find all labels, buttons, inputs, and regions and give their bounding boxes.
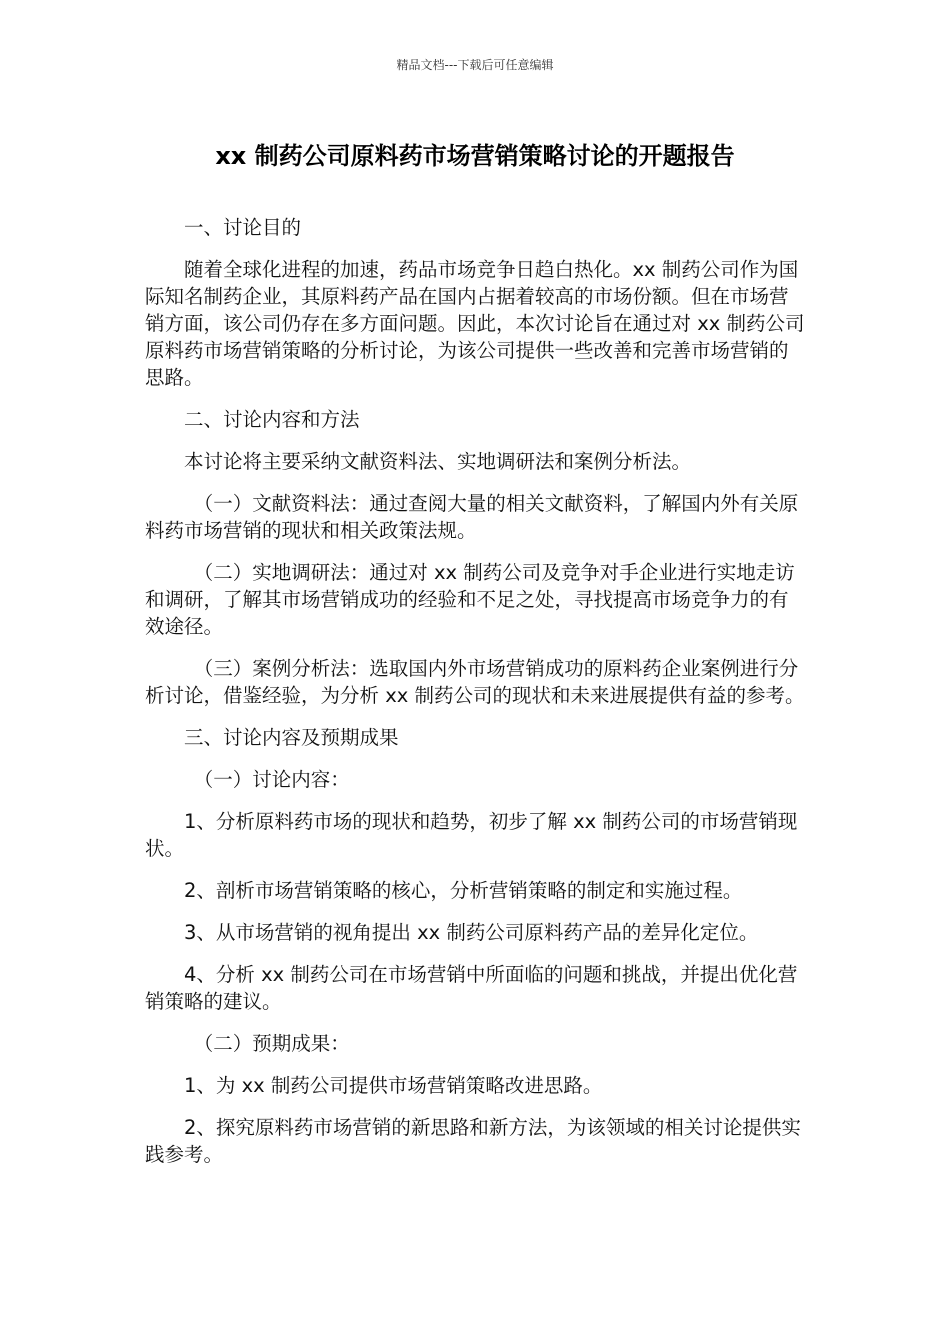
list-item-content-4: 4、分析 xx 制药公司在市场营销中所面临的问题和挑战，并提出优化营销策略的建议。	[145, 963, 798, 1013]
subheading-expected-results: （二）预期成果：	[193, 1032, 350, 1055]
page-header: 精品文档---下载后可任意编辑	[396, 58, 554, 72]
list-item-result-1: 1、为 xx 制药公司提供市场营销策略改进思路。	[184, 1074, 603, 1097]
section-heading-content-results: 三、讨论内容及预期成果	[184, 726, 399, 749]
section-heading-purpose: 一、讨论目的	[184, 216, 302, 239]
list-item-content-2: 2、剖析市场营销策略的核心，分析营销策略的制定和实施过程。	[184, 879, 743, 902]
document-title: xx 制药公司原料药市场营销策略讨论的开题报告	[215, 142, 735, 170]
list-item-content-3: 3、从市场营销的视角提出 xx 制药公司原料药产品的差异化定位。	[184, 921, 759, 944]
section-heading-content-method: 二、讨论内容和方法	[184, 408, 360, 431]
list-item-content-1: 1、分析原料药市场的现状和趋势，初步了解 xx 制药公司的市场营销现状。	[145, 810, 798, 860]
paragraph-method-field-research: （二）实地调研法：通过对 xx 制药公司及竞争对手企业进行实地走访和调研，了解其市场营销成功的经验和不足之处，寻找提高市场竞争力的有效途径。	[145, 561, 795, 638]
subheading-research-content: （一）讨论内容：	[193, 768, 350, 791]
paragraph-method-intro: 本讨论将主要采纳文献资料法、实地调研法和案例分析法。	[184, 450, 692, 473]
paragraph-method-case-study: （三）案例分析法：选取国内外市场营销成功的原料药企业案例进行分析讨论，借鉴经验，为分析 xx 制药公司的现状和未来进展提供有益的参考。	[145, 657, 805, 707]
paragraph-purpose: 随着全球化进程的加速，药品市场竞争日趋白热化。xx 制药公司作为国际知名制药企业，其原料药产品在国内占据着较高的市场份额。但在市场营销方面，该公司仍存在多方面问题。因此，本次讨论旨在通过对 xx 制药公司原料药市场营销策略的分析讨论，为该公司提供一些改善和完善市场营销的思路。	[145, 258, 805, 389]
paragraph-method-literature: （一）文献资料法：通过查阅大量的相关文献资料，了解国内外有关原料药市场营销的现状和相关政策法规。	[145, 492, 799, 542]
list-item-result-2: 2、探究原料药市场营销的新思路和新方法，为该领域的相关讨论提供实践参考。	[145, 1116, 801, 1166]
document-body	[145, 214, 807, 1183]
